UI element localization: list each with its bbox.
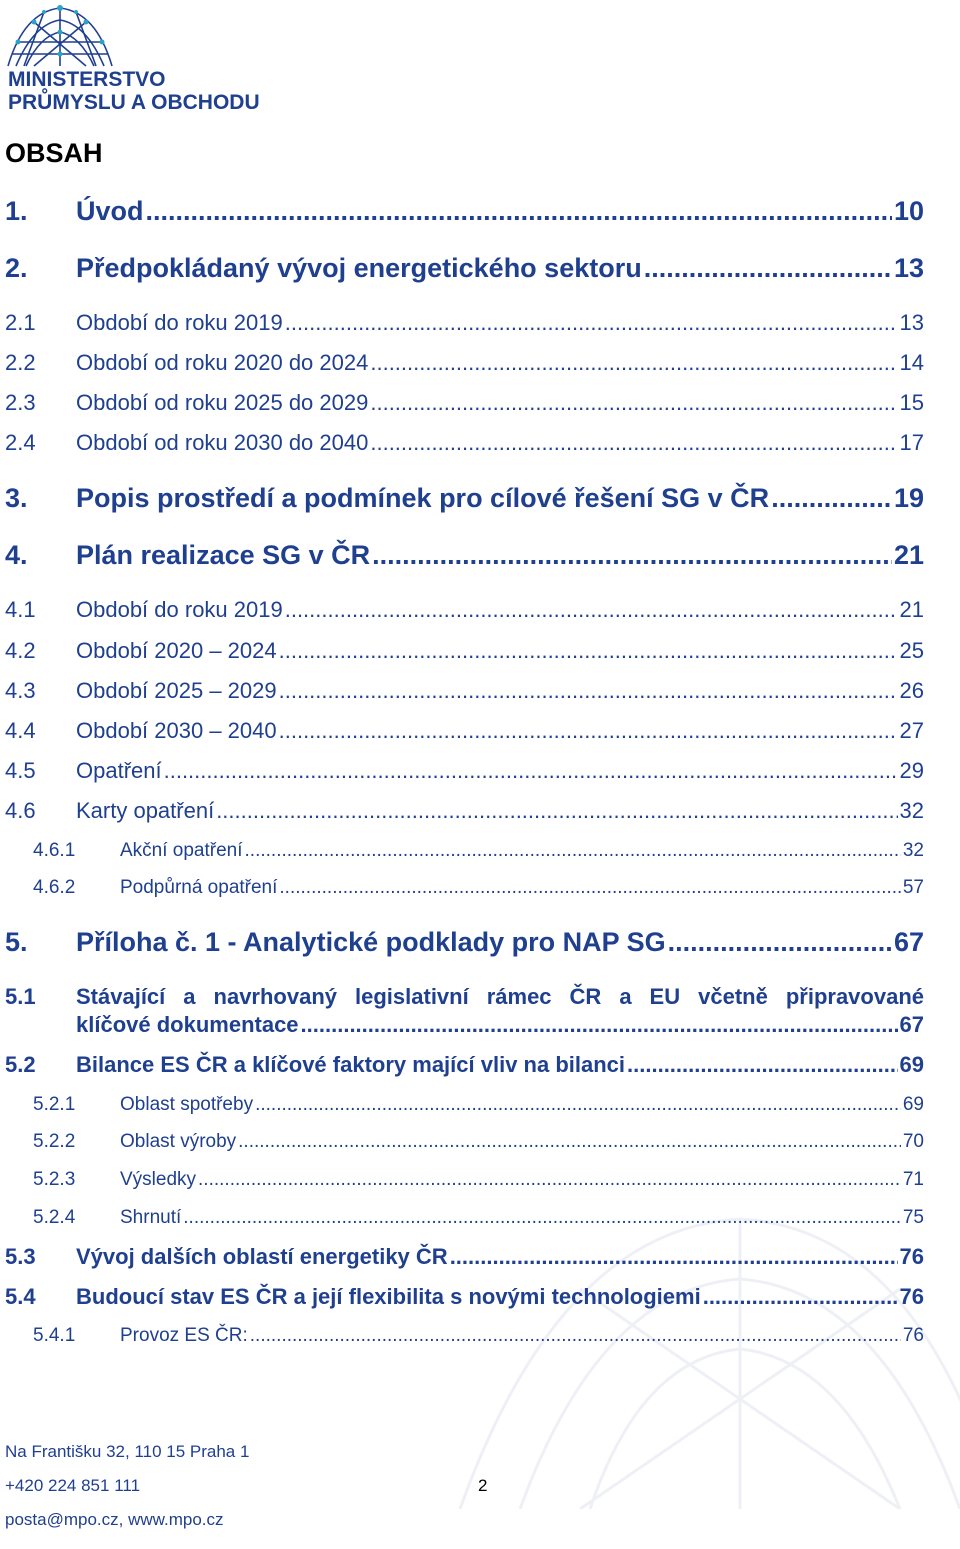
toc-entry-label: Období 2025 – 2029 xyxy=(76,678,277,703)
toc-entry-label: Podpůrná opatření xyxy=(120,877,278,898)
toc-entry-number: 4.2 xyxy=(5,638,36,663)
toc-entry-page: 69 xyxy=(899,1052,924,1077)
toc-entry-page: 32 xyxy=(902,840,924,861)
toc-entry-number: 5.2.4 xyxy=(33,1207,76,1228)
footer-address: Na Františku 32, 110 15 Praha 1 xyxy=(5,1442,250,1461)
toc-entry-number: 5.4 xyxy=(5,1284,36,1309)
toc-entry-number: 5.4.1 xyxy=(33,1325,76,1346)
logo-text-line2: PRŮMYSLU A OBCHODU xyxy=(8,91,260,114)
toc-entry-page: 32 xyxy=(899,798,924,823)
toc-entry-number: 5.2.2 xyxy=(33,1131,76,1152)
toc-entry-label: Období do roku 2019 xyxy=(76,597,283,622)
toc-entry-label: Opatření xyxy=(76,758,162,783)
toc-entry-page: 13 xyxy=(899,310,924,335)
page-number: 2 xyxy=(478,1476,488,1495)
toc-entry-label: Akční opatření xyxy=(120,840,243,861)
toc-entry-number: 4. xyxy=(5,540,28,570)
toc-entry-number: 4.5 xyxy=(5,758,36,783)
toc-entry-page: 10 xyxy=(893,196,924,226)
toc-entry-label: Příloha č. 1 - Analytické podklady pro NAP SG xyxy=(76,927,666,957)
toc-entry-label: Období 2020 – 2024 xyxy=(76,638,277,663)
toc-entry-page: 76 xyxy=(899,1284,924,1309)
toc-entry-label: Karty opatření xyxy=(76,798,215,823)
toc-entry-number: 2.4 xyxy=(5,430,36,455)
toc-entry-number: 5.2.1 xyxy=(33,1094,76,1115)
toc-entry-label: klíčové dokumentace xyxy=(76,1012,299,1037)
toc-entry-page: 14 xyxy=(899,350,924,375)
toc-entry-page: 29 xyxy=(899,758,924,783)
footer-phone: +420 224 851 111 xyxy=(5,1476,141,1495)
toc-entry-number: 1. xyxy=(5,196,28,226)
toc-entry-number: 5. xyxy=(5,927,28,957)
footer-contact[interactable]: posta@mpo.cz, www.mpo.cz xyxy=(5,1510,224,1529)
toc-entry-number: 4.6.2 xyxy=(33,877,76,898)
toc-entry-label: Vývoj dalších oblastí energetiky ČR xyxy=(76,1244,448,1269)
logo-text-line1: MINISTERSTVO xyxy=(8,68,166,91)
toc-entry-page: 13 xyxy=(893,253,924,283)
toc-entry-number: 4.3 xyxy=(5,678,36,703)
toc-entry-label: Období do roku 2019 xyxy=(76,310,283,335)
toc-entry-label: Oblast spotřeby xyxy=(120,1094,254,1115)
toc-entry-number: 4.6.1 xyxy=(33,840,76,861)
toc-entry-page: 67 xyxy=(899,1012,924,1037)
toc-entry-page: 76 xyxy=(899,1244,924,1269)
toc-entry-page: 76 xyxy=(902,1325,924,1346)
toc-entry-label: Předpokládaný vývoj energetického sektoru xyxy=(76,253,642,283)
toc-entry-label: Období od roku 2020 do 2024 xyxy=(76,350,369,375)
toc-entry-page: 69 xyxy=(902,1094,924,1115)
toc-entry-page: 21 xyxy=(899,597,924,622)
toc-entry-label-line1: Stávající a navrhovaný legislativní rámec ČR a EU včetně připravované xyxy=(76,984,924,1009)
toc-entry-number: 2.3 xyxy=(5,390,36,415)
toc-entry-number: 4.6 xyxy=(5,798,36,823)
toc-entry-label: Oblast výroby xyxy=(120,1131,237,1152)
toc-entry-label: Shrnutí xyxy=(120,1207,182,1228)
toc-entry-label: Budoucí stav ES ČR a její flexibilita s novými technologiemi xyxy=(76,1284,701,1309)
toc-entry-number: 4.1 xyxy=(5,597,36,622)
toc-entry-page: 57 xyxy=(902,877,924,898)
toc-entry-label: Provoz ES ČR: xyxy=(120,1325,248,1346)
toc-entry-page: 27 xyxy=(899,718,924,743)
toc-entry-page: 70 xyxy=(902,1131,924,1152)
toc-entry-label: Období 2030 – 2040 xyxy=(76,718,277,743)
toc-entry-number: 2.1 xyxy=(5,310,36,335)
toc-entry-label: Výsledky xyxy=(120,1169,197,1190)
globe-logo-icon xyxy=(4,2,116,68)
toc-entry-page: 21 xyxy=(893,540,924,570)
toc-entry-page: 25 xyxy=(899,638,924,663)
toc-entry-number: 5.3 xyxy=(5,1244,36,1269)
toc-entry-label: Plán realizace SG v ČR xyxy=(76,540,371,570)
toc-entry-page: 75 xyxy=(902,1207,924,1228)
toc-entry-page: 19 xyxy=(893,483,924,513)
ministry-logo xyxy=(4,2,260,114)
toc-entry-number: 2. xyxy=(5,253,28,283)
toc-entry-label: Období od roku 2025 do 2029 xyxy=(76,390,369,415)
toc-entry-number: 4.4 xyxy=(5,718,36,743)
toc-entry-number: 2.2 xyxy=(5,350,36,375)
toc-entry-label: Období od roku 2030 do 2040 xyxy=(76,430,369,455)
toc-entry-page: 15 xyxy=(899,390,924,415)
toc-entry-number: 5.1 xyxy=(5,984,36,1009)
toc-title: OBSAH xyxy=(5,138,103,168)
toc-entry-page: 67 xyxy=(893,927,924,957)
toc-entry-label: Úvod xyxy=(76,196,144,226)
toc-entry-number: 5.2.3 xyxy=(33,1169,76,1190)
toc-entry-number: 5.2 xyxy=(5,1052,36,1077)
toc-entry-page: 26 xyxy=(899,678,924,703)
toc-entry-label: Popis prostředí a podmínek pro cílové řešení SG v ČR xyxy=(76,483,770,513)
toc-entry-label: Bilance ES ČR a klíčové faktory mající vliv na bilanci xyxy=(76,1052,626,1077)
toc-entry-page: 17 xyxy=(899,430,924,455)
toc-entry-page: 71 xyxy=(902,1169,924,1190)
toc-entry-number: 3. xyxy=(5,483,28,513)
